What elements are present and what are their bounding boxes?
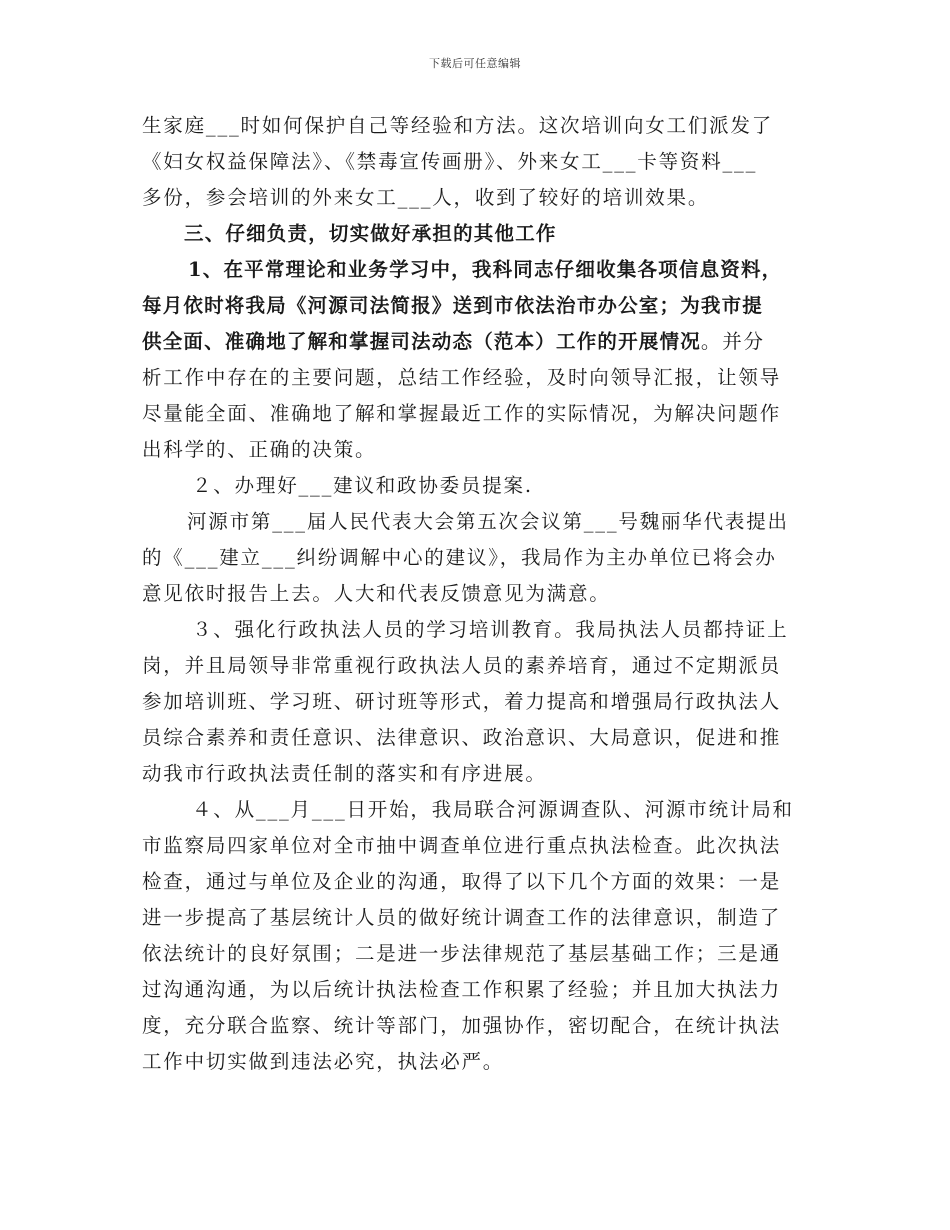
paragraph-line: 市监察局四家单位对全市抽中调查单位进行重点执法检查。此次执法 <box>142 834 782 857</box>
paragraph-line: 岗，并且局领导非常重视行政执法人员的素养培育，通过不定期派员 <box>142 654 782 677</box>
numbered-item-heading: ２、办理好___建议和政协委员提案. <box>192 474 533 497</box>
bold-paragraph-line: 每月依时将我局《河源司法简报》送到市依法治市办公室；为我市提 <box>142 294 764 317</box>
numbered-paragraph-line: ３、强化行政执法人员的学习培训教育。我局执法人员都持证上 <box>192 618 789 641</box>
normal-span: 。并分 <box>700 330 765 353</box>
paragraph-line: 意见依时报告上去。人大和代表反馈意见为满意。 <box>142 582 611 605</box>
paragraph-line: 依法统计的良好氛围；二是进一步法律规范了基层基础工作；三是通 <box>142 942 782 965</box>
paragraph-line: 员综合素养和责任意识、法律意识、政治意识、大局意识，促进和推 <box>142 726 782 749</box>
paragraph-line: 参加培训班、学习班、研讨班等形式，着力提高和增强局行政执法人 <box>142 690 782 713</box>
document-body <box>142 108 814 1080</box>
bold-paragraph-line: 1、在平常理论和业务学习中，我科同志仔细收集各项信息资料， <box>188 258 783 281</box>
paragraph-line: 度，充分联合监察、统计等部门，加强协作，密切配合，在统计执法 <box>142 1014 782 1037</box>
section-heading: 三、仔细负责，切实做好承担的其他工作 <box>184 222 557 245</box>
paragraph-line: 进一步提高了基层统计人员的做好统计调查工作的法律意识，制造了 <box>142 906 782 929</box>
paragraph-line: 生家庭___时如何保护自己等经验和方法。这次培训向女工们派发了 <box>142 114 774 137</box>
numbered-paragraph-line: ４、从___月___日开始，我局联合河源调查队、河源市统计局和 <box>192 798 794 821</box>
paragraph-line: 河源市第___届人民代表大会第五次会议第___号魏丽华代表提出 <box>187 510 789 533</box>
page-header: 下载后可任意编辑 <box>429 57 521 70</box>
mixed-paragraph-line <box>142 324 814 360</box>
paragraph-line: 检查，通过与单位及企业的沟通，取得了以下几个方面的效果：一是 <box>142 870 782 893</box>
paragraph-line: 工作中切实做到违法必究，执法必严。 <box>142 1050 505 1073</box>
paragraph-line: 动我市行政执法责任制的落实和有序进展。 <box>142 762 547 785</box>
paragraph-line: 《妇女权益保障法》、《禁毒宣传画册》、外来女工___卡等资料___ <box>142 150 758 173</box>
paragraph-line: 的《___建立___纠纷调解中心的建议》，我局作为主办单位已将会办 <box>142 546 777 569</box>
paragraph-line: 出科学的、正确的决策。 <box>142 438 377 461</box>
bold-span: 供全面、准确地了解和掌握司法动态（范本）工作的开展情况 <box>142 330 701 353</box>
paragraph-line: 多份，参会培训的外来女工___人，收到了较好的培训效果。 <box>142 186 710 209</box>
paragraph-line: 尽量能全面、准确地了解和掌握最近工作的实际情况，为解决问题作 <box>142 402 782 425</box>
paragraph-line: 析工作中存在的主要问题，总结工作经验，及时向领导汇报，让领导 <box>142 366 782 389</box>
paragraph-line: 过沟通沟通，为以后统计执法检查工作积累了经验；并且加大执法力 <box>142 978 782 1001</box>
